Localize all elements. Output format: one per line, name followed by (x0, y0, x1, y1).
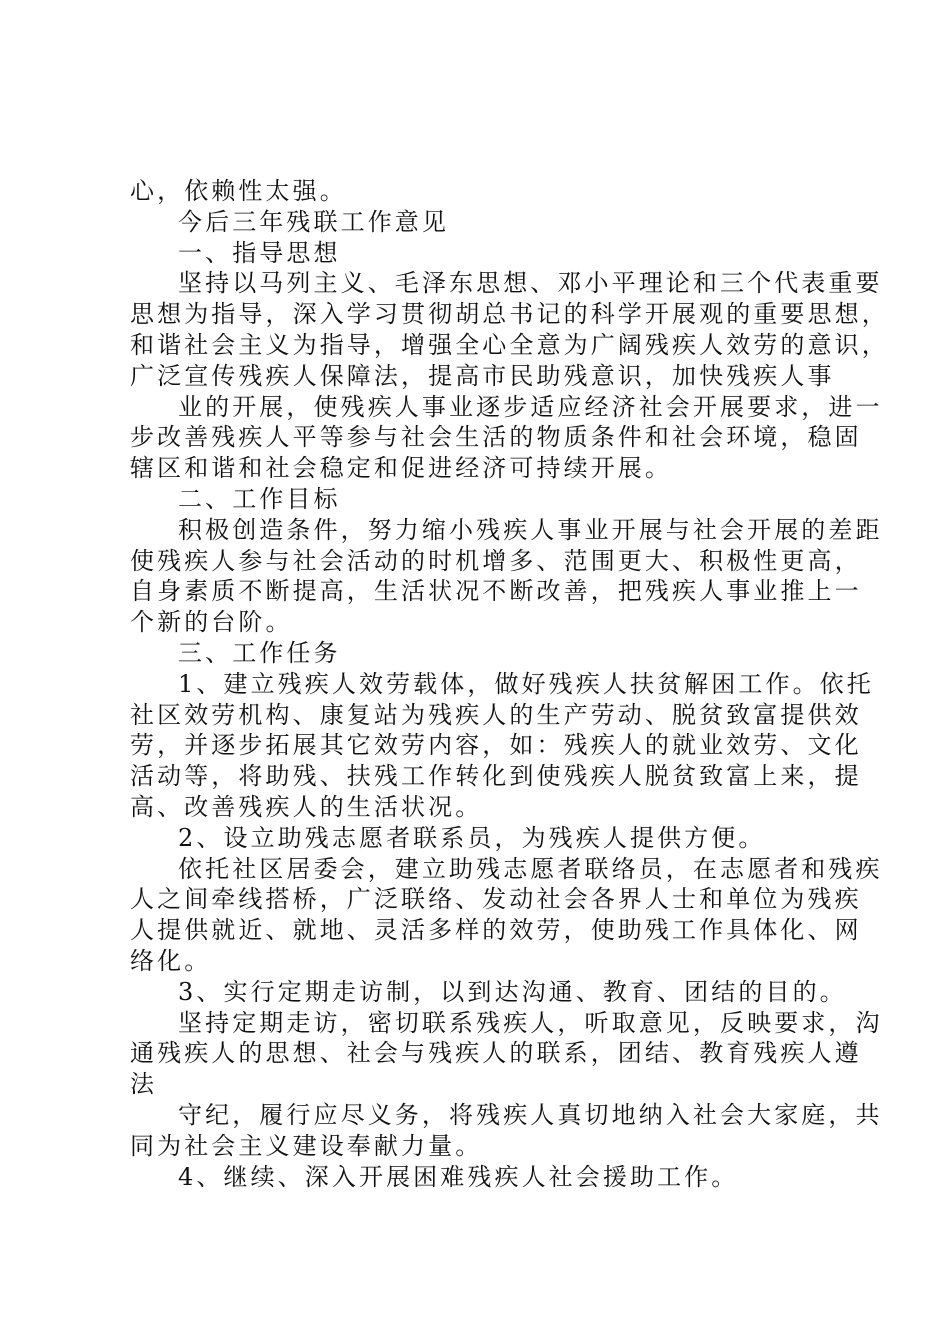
text-line: 社区效劳机构、康复站为残疾人的生产劳动、脱贫致富提供效 (130, 700, 862, 729)
text-line: 坚持以马列主义、毛泽东思想、邓小平理论和三个代表重要 (178, 269, 883, 298)
text-line: 业的开展，使残疾人事业逐步适应经济社会开展要求，进一 (178, 392, 883, 421)
task-item: 4、继续、深入开展困难残疾人社会援助工作。 (178, 1162, 739, 1191)
text-line: 同为社会主义建设奉献力量。 (130, 1131, 483, 1160)
text-line: 思想为指导，深入学习贯彻胡总书记的科学开展观的重要思想， (130, 300, 889, 329)
text-line: 活动等，将助残、扶残工作转化到使残疾人脱贫致富上来，提 (130, 762, 862, 791)
task-item: 3、实行定期走访制，以到达沟通、教育、团结的目的。 (178, 977, 847, 1006)
text-line: 法 (130, 1070, 158, 1099)
text-line: 守纪，履行应尽义务，将残疾人真切地纳入社会大家庭，共 (178, 1100, 883, 1129)
text-line: 高、改善残疾人的生活状况。 (130, 792, 483, 821)
document-body (130, 176, 889, 1192)
section-heading: 一、指导思想 (178, 238, 341, 267)
text-line: 络化。 (130, 946, 212, 975)
text-line: 积极创造条件，努力缩小残疾人事业开展与社会开展的差距 (178, 515, 883, 544)
text-line: 人之间牵线搭桥，广泛联络、发动社会各界人士和单位为残疾 (130, 885, 862, 914)
text-line: 和谐社会主义为指导，增强全心全意为广阔残疾人效劳的意识， (130, 330, 889, 359)
task-item: 2、设立助残志愿者联系员，为残疾人提供方便。 (178, 823, 766, 852)
text-line: 依托社区居委会，建立助残志愿者联络员，在志愿者和残疾 (178, 854, 883, 883)
text-line: 通残疾人的思想、社会与残疾人的联系，团结、教育残疾人遵 (130, 1039, 862, 1068)
text-line: 劳，并逐步拓展其它效劳内容，如：残疾人的就业效劳、文化 (130, 731, 862, 760)
section-title: 今后三年残联工作意见 (178, 207, 449, 236)
text-line: 使残疾人参与社会活动的时机增多、范围更大、积极性更高， (130, 546, 862, 575)
text-line: 人提供就近、就地、灵活多样的效劳，使助残工作具体化、网 (130, 916, 862, 945)
text-line: 坚持定期走访，密切联系残疾人，听取意见，反映要求，沟 (178, 1008, 883, 1037)
text-line: 心，依赖性太强。 (130, 177, 347, 205)
text-line: 自身素质不断提高，生活状况不断改善，把残疾人事业推上一 (130, 577, 862, 606)
text-line: 个新的台阶。 (130, 608, 293, 637)
text-line: 步改善残疾人平等参与社会生活的物质条件和社会环境，稳固 (130, 423, 862, 452)
task-item: 1、建立残疾人效劳载体，做好残疾人扶贫解困工作。依托 (178, 669, 874, 698)
text-line: 辖区和谐和社会稳定和促进经济可持续开展。 (130, 454, 672, 483)
section-heading: 二、工作目标 (178, 484, 341, 513)
text-line: 广泛宣传残疾人保障法，提高市民助残意识，加快残疾人事 (130, 361, 835, 390)
section-heading: 三、工作任务 (178, 638, 341, 667)
